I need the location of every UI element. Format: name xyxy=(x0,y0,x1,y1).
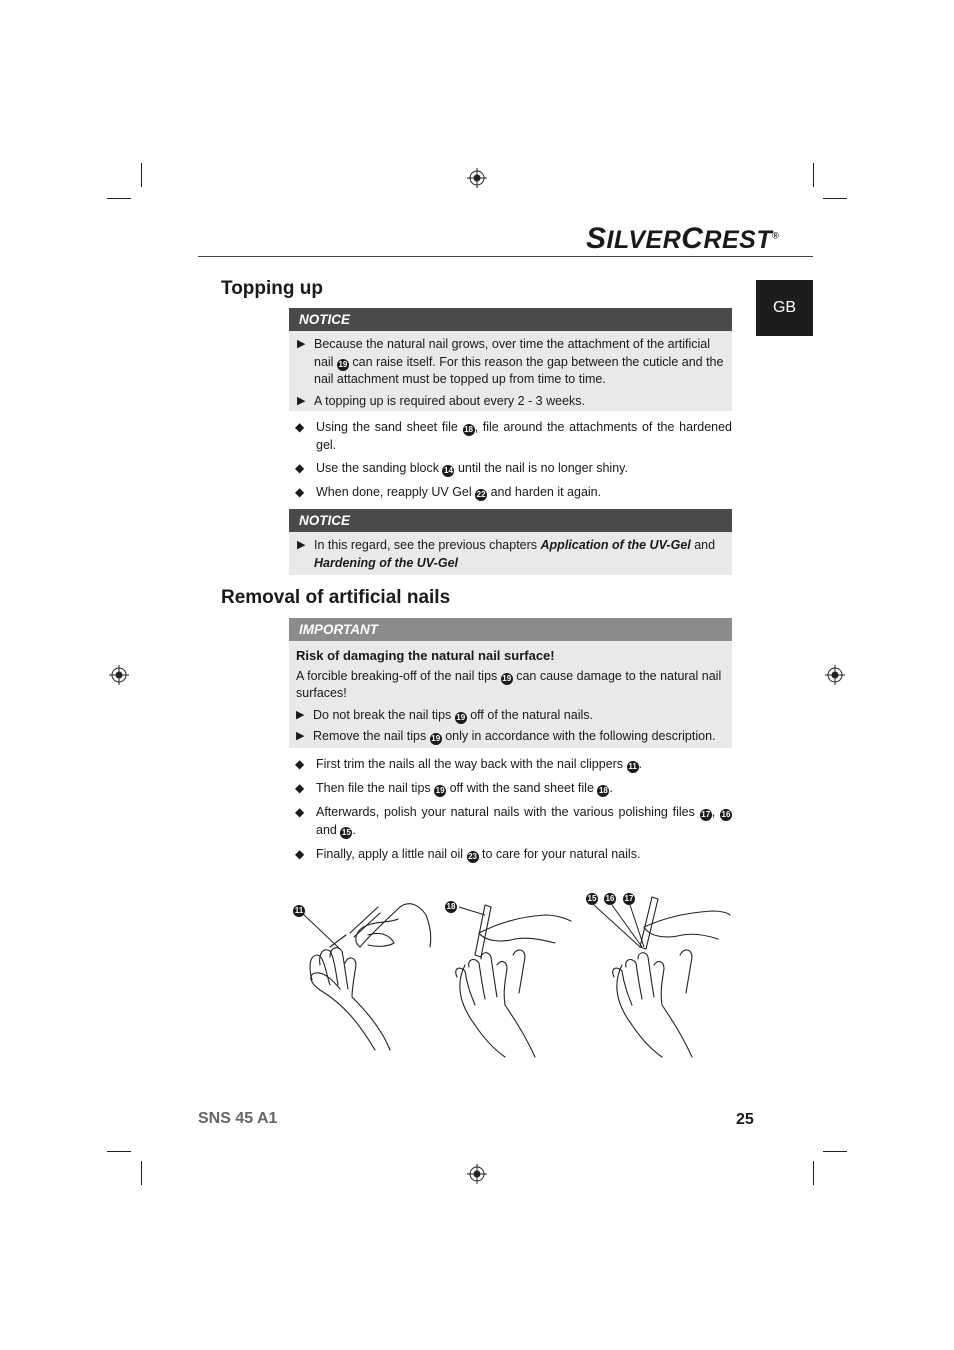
notice-item: ▶ A topping up is required about every 2 - 3 weeks. xyxy=(297,393,724,411)
crop-mark xyxy=(107,1151,131,1152)
ref-number-badge: 16 xyxy=(721,810,731,819)
registration-mark-icon xyxy=(109,665,129,685)
header-rule xyxy=(198,256,813,257)
ref-number-badge: 15 xyxy=(341,827,351,837)
illustration-label: 17 xyxy=(624,894,634,903)
registration-mark-icon xyxy=(825,665,845,685)
ref-number-badge: 23 xyxy=(468,852,477,861)
illustration-label: 11 xyxy=(294,906,304,915)
diamond-bullet-icon: ◆ xyxy=(295,847,305,861)
ref-number-badge: 19 xyxy=(502,673,512,683)
crop-mark xyxy=(823,198,847,199)
language-tab: GB xyxy=(756,280,813,336)
page-number: 25 xyxy=(736,1111,754,1128)
ref-number-badge: 22 xyxy=(476,490,486,499)
triangle-bullet-icon: ▶ xyxy=(297,338,306,350)
section-title-removal: Removal of artificial nails xyxy=(221,587,451,608)
crop-mark xyxy=(823,1151,847,1152)
crop-mark xyxy=(141,163,142,187)
list-item: ◆ Then file the nail tips 19 off with the sand sheet file 18 . xyxy=(295,780,732,798)
ref-number-badge: 18 xyxy=(464,425,474,434)
illustration-label: 15 xyxy=(587,894,597,903)
important-box xyxy=(289,618,732,748)
notice-box xyxy=(289,308,732,411)
ref-number-badge: 19 xyxy=(338,359,348,369)
ref-number-badge: 19 xyxy=(435,786,445,795)
important-item: ▶ Do not break the nail tips 19 off of the natural nails. xyxy=(296,707,724,725)
diamond-bullet-icon: ◆ xyxy=(295,485,305,499)
diamond-bullet-icon: ◆ xyxy=(295,781,305,795)
notice-item: ▶ Because the natural nail grows, over time the attachment of the artificial nail 19 can raise itself. For this reason the gap between the cuticle and the nail attachment must be topped up from time to time. xyxy=(297,336,724,389)
nail-filing-illustration xyxy=(445,885,575,1060)
brand-logo: SILVERCREST® xyxy=(586,222,780,255)
nail-polishing-illustration xyxy=(582,885,732,1060)
notice-item: ▶ In this regard, see the previous chapters Application of the UV-Gel and Hardening of the UV-Gel xyxy=(297,537,724,572)
list-item: ◆ Finally, apply a little nail oil 23 to care for your natural nails. xyxy=(295,846,732,864)
illustration-label: 18 xyxy=(446,902,456,911)
ref-number-badge: 19 xyxy=(431,734,441,743)
list-item: ◆ Using the sand sheet file 18 , file around the attachments of the hardened gel. xyxy=(295,419,732,454)
illustration-label: 16 xyxy=(605,894,615,903)
ref-number-badge: 19 xyxy=(456,712,466,722)
triangle-bullet-icon: ▶ xyxy=(296,730,305,742)
nail-clipping-illustration xyxy=(290,885,440,1055)
risk-title: Risk of damaging the natural nail surface! xyxy=(296,648,555,663)
footer-model: SNS 45 A1 xyxy=(198,1110,278,1127)
diamond-bullet-icon: ◆ xyxy=(295,805,305,819)
diamond-bullet-icon: ◆ xyxy=(295,420,305,434)
triangle-bullet-icon: ▶ xyxy=(297,394,306,407)
notice-box xyxy=(289,509,732,575)
diamond-bullet-icon: ◆ xyxy=(295,757,305,771)
list-item: ◆ Afterwards, polish your natural nails with the various polishing files 17 , 16 and 15 . xyxy=(295,804,732,839)
crop-mark xyxy=(141,1161,142,1185)
list-item: ◆ First trim the nails all the way back with the nail clippers 11 . xyxy=(295,756,732,774)
triangle-bullet-icon: ▶ xyxy=(297,539,306,551)
list-item: ◆ Use the sanding block 14 until the nail is no longer shiny. xyxy=(295,460,732,478)
triangle-bullet-icon: ▶ xyxy=(296,708,305,721)
diamond-bullet-icon: ◆ xyxy=(295,461,305,475)
important-header: IMPORTANT xyxy=(289,618,732,641)
important-item: ▶ Remove the nail tips 19 only in accordance with the following description. xyxy=(296,728,724,746)
risk-text: A forcible breaking-off of the nail tips 19 can cause damage to the natural nail surfaces! xyxy=(296,668,722,700)
registration-mark-icon xyxy=(467,1164,487,1184)
ref-number-badge: 18 xyxy=(598,786,608,795)
crop-mark xyxy=(107,198,131,199)
ref-number-badge: 14 xyxy=(444,466,453,475)
notice-header: NOTICE xyxy=(289,509,732,532)
registration-mark-icon xyxy=(467,168,487,188)
section-title-topping-up: Topping up xyxy=(221,278,323,299)
crop-mark xyxy=(813,1161,814,1185)
crop-mark xyxy=(813,163,814,187)
ref-number-badge: 17 xyxy=(701,810,711,819)
ref-number-badge: 11 xyxy=(628,762,637,771)
notice-header: NOTICE xyxy=(289,308,732,331)
list-item: ◆ When done, reapply UV Gel 22 and harden it again. xyxy=(295,484,732,502)
